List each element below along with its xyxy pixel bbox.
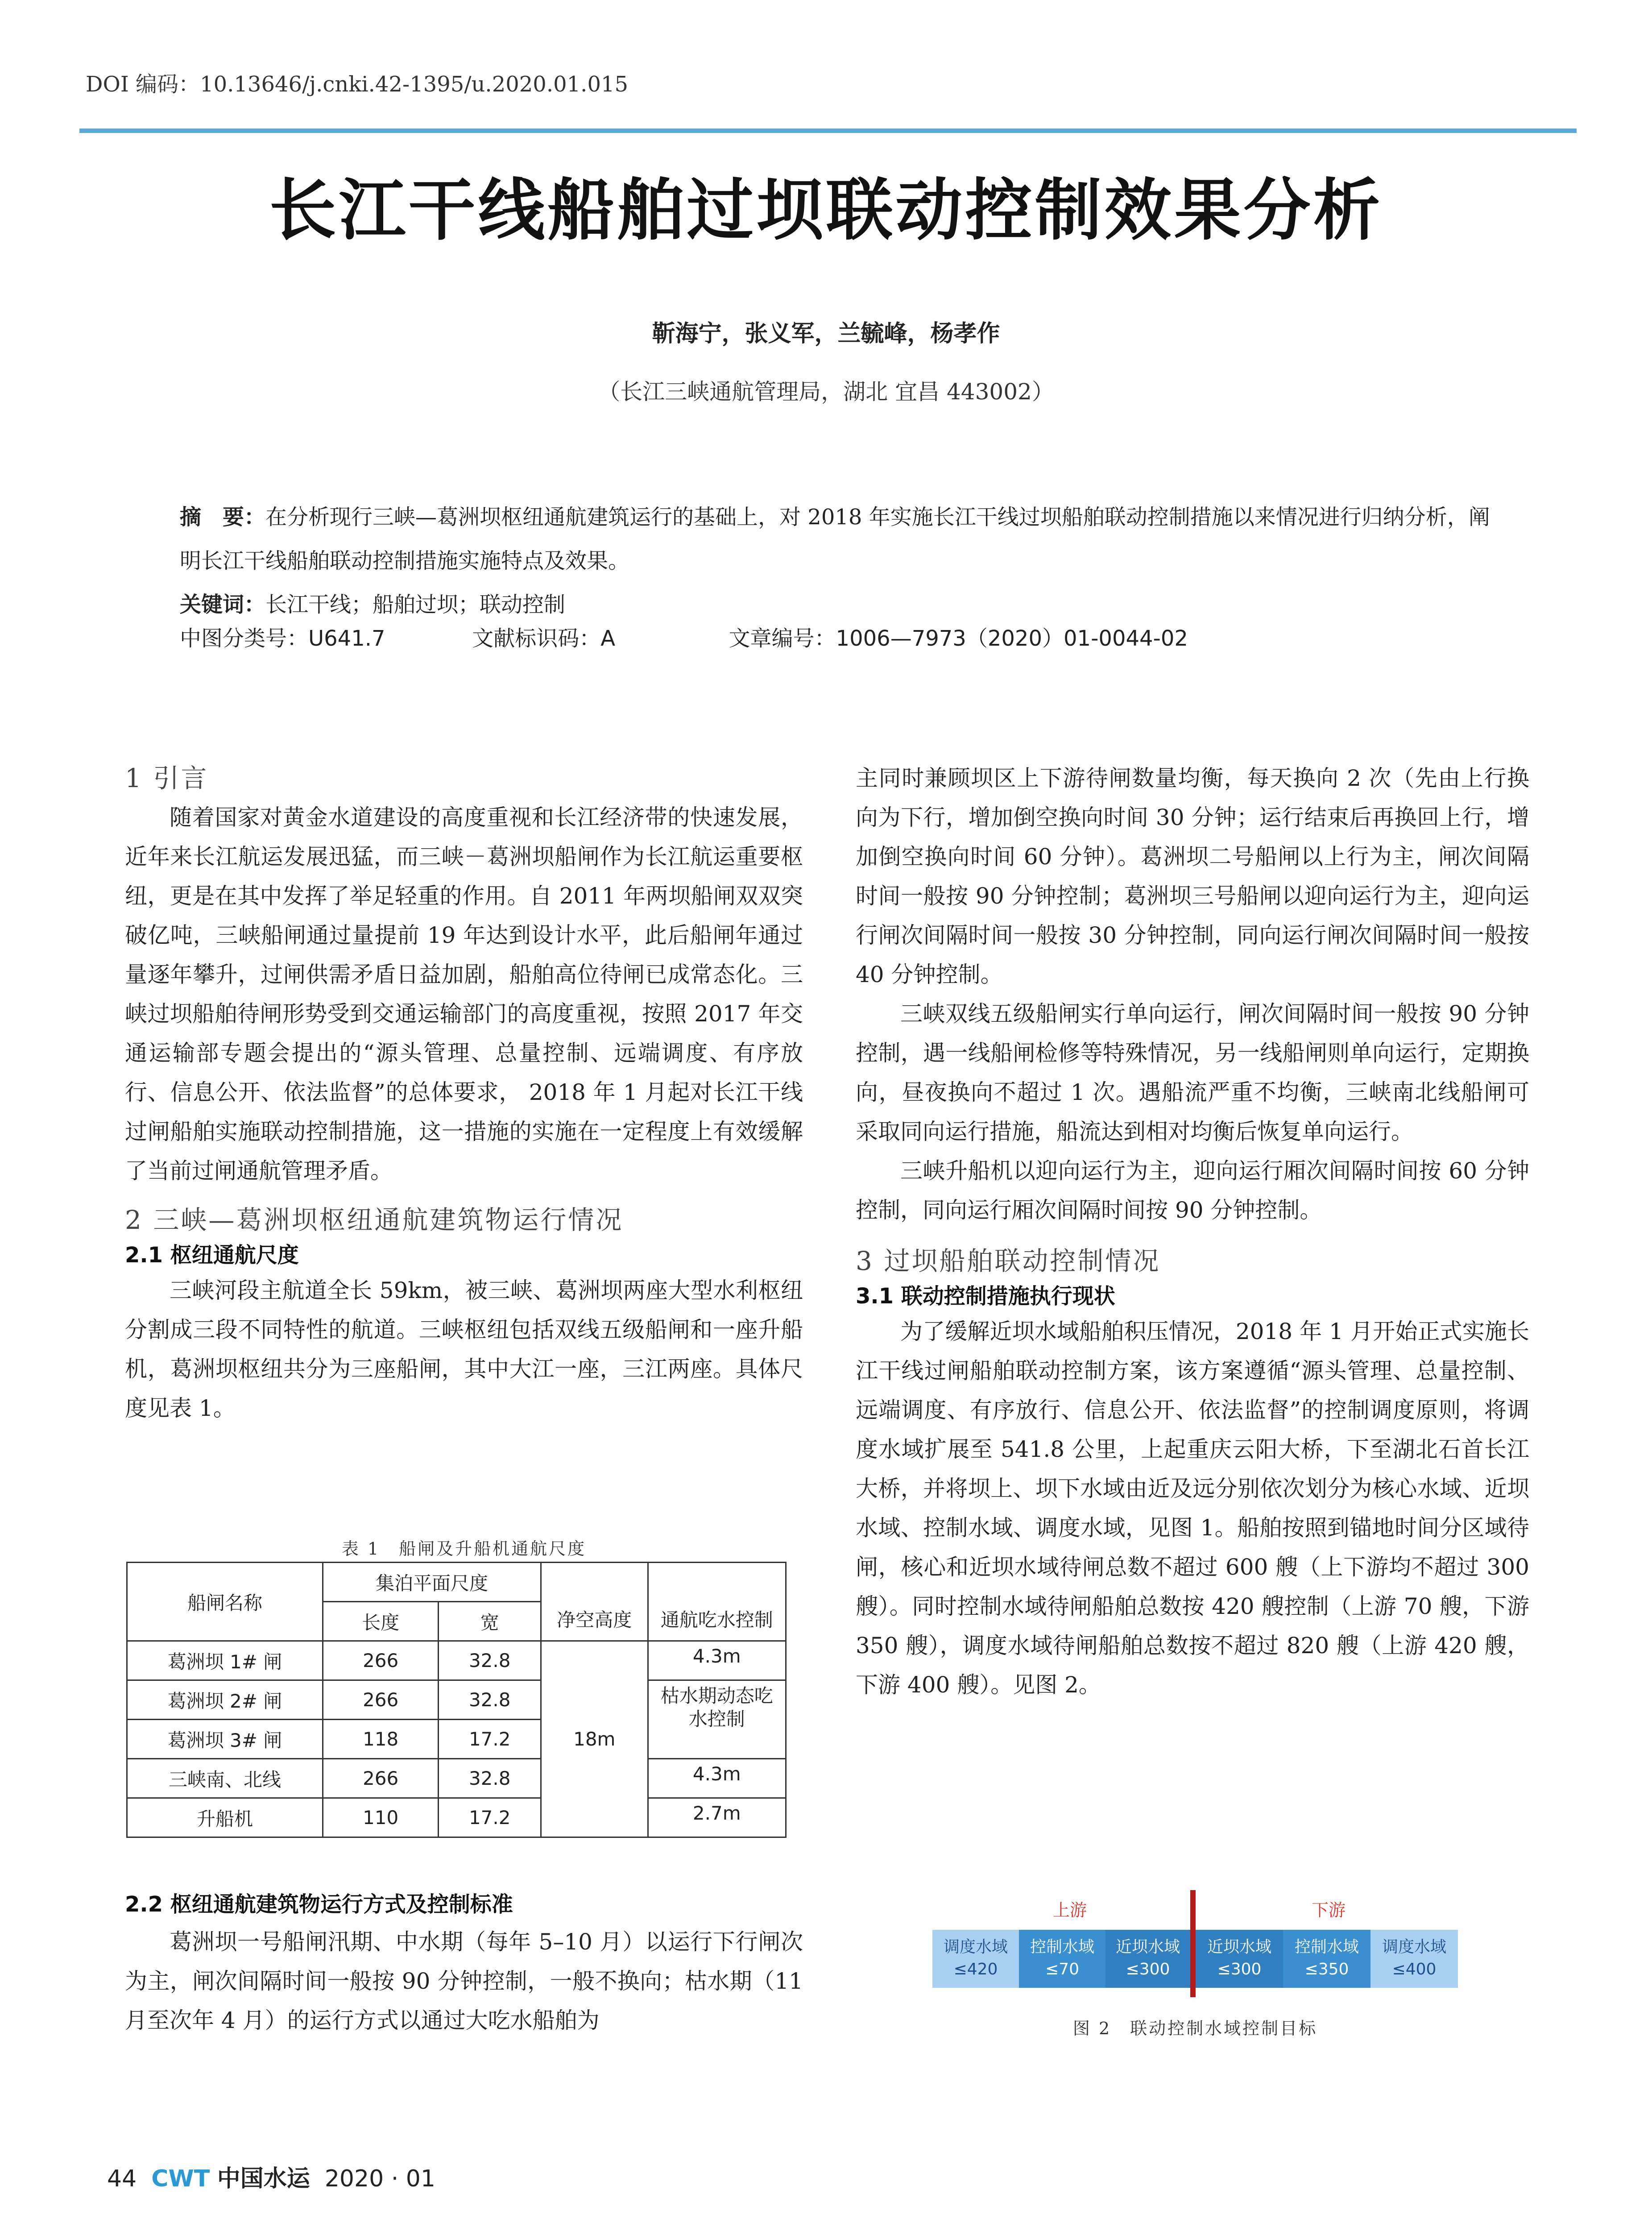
- journal-name: 中国水运: [217, 2165, 310, 2192]
- left-column: [125, 759, 803, 1428]
- zone-name: 控制水域: [1294, 1938, 1359, 1956]
- table-row: [127, 1759, 786, 1798]
- section-3-1-heading: 3.1 联动控制措施执行现状: [856, 1284, 1115, 1309]
- page-footer: [107, 2160, 435, 2193]
- section-2-1-paragraph: 三峡河段主航道全长 59km，被三峡、葛洲坝两座大型水利枢纽分割成三段不同特性的航道。三峡枢纽包括双线五级船闸和一座升船机，葛洲坝枢纽共分为三座船闸，其中大江一座，三江两座。具体尺度见表 1。: [125, 1277, 803, 1421]
- section-1-heading: 1 引言: [125, 763, 209, 793]
- table-1: [126, 1562, 787, 1838]
- row-length: 110: [323, 1798, 438, 1837]
- keywords-text: 长江干线；船舶过坝；联动控制: [265, 592, 566, 617]
- table-header-draft: 通航吃水控制: [648, 1563, 786, 1641]
- fig2-zone-near-up: [1105, 1930, 1190, 1988]
- row-width: 32.8: [439, 1759, 541, 1798]
- document-code: 文献标识码：A: [472, 626, 616, 651]
- abstract: [180, 495, 1500, 626]
- authors: 靳海宁，张义军，兰毓峰，杨孝作: [652, 320, 1000, 347]
- clc-code: 中图分类号：U641.7: [180, 626, 385, 651]
- fig2-zone-dispatch-up: [932, 1930, 1019, 1988]
- table-header-size: 集泊平面尺度: [323, 1563, 541, 1602]
- left-column-lower: [125, 1887, 803, 2040]
- cwt-logo: CWT: [151, 2165, 210, 2192]
- downstream-label: 下游: [1312, 1900, 1346, 1920]
- row-width: 17.2: [439, 1798, 541, 1837]
- table-row: [127, 1680, 786, 1720]
- row-length: 118: [323, 1720, 438, 1759]
- fig2-zone-near-down: [1196, 1930, 1283, 1988]
- table-header-name: 船闸名称: [127, 1563, 323, 1641]
- zone-limit: ≤300: [1126, 1960, 1170, 1978]
- fig2-zone-control-down: [1283, 1930, 1370, 1988]
- table-header-clearance: 净空高度: [541, 1563, 648, 1641]
- affiliation: （长江三峡通航管理局，湖北 宜昌 443002）: [598, 379, 1054, 405]
- zone-name: 调度水域: [1382, 1938, 1446, 1956]
- three-gorges-lock-paragraph: 三峡双线五级船闸实行单向运行，闸次间隔时间一般按 90 分钟控制，遇一线船闸检修等特殊情况，另一线船闸则单向运行，定期换向，昼夜换向不超过 1 次。遇船流严重不均衡，三峡南北线船闸可采取同向运行措施，船流达到相对均衡后恢复单向运行。: [856, 1001, 1529, 1145]
- table-header-length: 长度: [323, 1602, 438, 1641]
- row-length: 266: [323, 1680, 438, 1720]
- section-2-2-paragraph: 葛洲坝一号船闸汛期、中水期（每年 5–10 月）以运行下行闸次为主，闸次间隔时间一般按 90 分钟控制，一般不换向；枯水期（11 月至次年 4 月）的运行方式以通过大吃水船舶为: [125, 1929, 803, 2033]
- zone-limit: ≤400: [1392, 1960, 1437, 1978]
- section-2-heading: 2 三峡—葛洲坝枢纽通航建筑物运行情况: [125, 1205, 624, 1235]
- row-name: 葛洲坝 1# 闸: [127, 1641, 323, 1680]
- table-1-caption: 表 1 船闸及升船机通航尺度: [341, 1539, 587, 1559]
- row-width: 32.8: [439, 1641, 541, 1680]
- row-length: 266: [323, 1759, 438, 1798]
- section-2-1-heading: 2.1 枢纽通航尺度: [125, 1243, 299, 1268]
- abstract-text: 在分析现行三峡—葛洲坝枢纽通航建筑运行的基础上，对 2018 年实施长江干线过坝船舶联动控制措施以来情况进行归纳分析，阐明长江干线船舶联动控制措施实施特点及效果。: [180, 505, 1490, 573]
- zone-limit: ≤300: [1217, 1960, 1262, 1978]
- zone-name: 近坝水域: [1115, 1938, 1180, 1956]
- row-name: 升船机: [127, 1798, 323, 1837]
- draft-value-2: 枯水期动态吃水控制: [648, 1680, 786, 1759]
- row-name: 葛洲坝 3# 闸: [127, 1720, 323, 1759]
- issue: 2020 · 01: [324, 2165, 435, 2192]
- abstract-label: 摘 要：: [180, 505, 266, 530]
- row-width: 32.8: [439, 1680, 541, 1720]
- keywords-label: 关键词：: [180, 592, 266, 617]
- table-header-width: 宽: [439, 1602, 541, 1641]
- row-width: 17.2: [439, 1720, 541, 1759]
- dam-divider: [1190, 1890, 1196, 1997]
- classification-row: [180, 621, 1188, 652]
- upstream-label: 上游: [1053, 1900, 1087, 1920]
- section-3-1-paragraph: 为了缓解近坝水域船舶积压情况，2018 年 1 月开始正式实施长江干线过闸船舶联动控制方案，该方案遵循“源头管理、总量控制、远端调度、有序放行、信息公开、依法监督”的控制调度原则，将调度水域扩展至 541.8 公里，上起重庆云阳大桥，下至湖北石首长江大桥，并将坝上、坝下水域由近及远分别依次划分为核心水域、近坝水域、控制水域、调度水域，见图 1。船舶按照到锚地时间分区域待闸，核心和近坝水域待闸总数不超过 600 艘（上下游均不超过 300 艘）。同时控制水域待闸船舶总数按 420 艘控制（上游 70 艘，下游 350 艘），调度水域待闸船舶总数按不超过 820 艘（上游 420 艘，下游 400 艘）。见图 2。: [856, 1319, 1529, 1698]
- zone-limit: ≤420: [953, 1960, 998, 1978]
- doi-line: DOI 编码：10.13646/j.cnki.42-1395/u.2020.01.015: [86, 72, 629, 97]
- zone-name: 控制水域: [1030, 1938, 1094, 1956]
- table-row: [127, 1798, 786, 1837]
- paper-title: 长江干线船舶过坝联动控制效果分析: [269, 171, 1383, 249]
- continued-paragraph: 主同时兼顾坝区上下游待闸数量均衡，每天换向 2 次（先由上行换向为下行，增加倒空换向时间 30 分钟；运行结束后再换回上行，增加倒空换向时间 60 分钟）。葛洲坝二号船闸以上行为主，闸次间隔时间一般按 90 分钟控制；葛洲坝三号船闸以迎向运行为主，迎向运行闸次间隔时间一般按 30 分钟控制，同向运行闸次间隔时间一般按 40 分钟控制。: [856, 765, 1529, 987]
- abstract-body: [180, 495, 1500, 583]
- fig2-zone-control-up: [1019, 1930, 1105, 1988]
- row-name: 葛洲坝 2# 闸: [127, 1680, 323, 1720]
- zone-limit: ≤70: [1045, 1960, 1079, 1978]
- table-row: [127, 1641, 786, 1680]
- zone-name: 调度水域: [943, 1938, 1008, 1956]
- ship-lift-paragraph: 三峡升船机以迎向运行为主，迎向运行厢次间隔时间按 60 分钟控制，同向运行厢次间隔时间按 90 分钟控制。: [856, 1158, 1529, 1223]
- row-length: 266: [323, 1641, 438, 1680]
- keywords: [180, 583, 1500, 626]
- section-3-heading: 3 过坝船舶联动控制情况: [856, 1246, 1161, 1276]
- zone-limit: ≤350: [1304, 1960, 1349, 1978]
- draft-value-4: 2.7m: [648, 1798, 786, 1837]
- draft-value-1: 4.3m: [648, 1641, 786, 1680]
- figure-2-caption: 图 2 联动控制水域控制目标: [1072, 2019, 1318, 2038]
- right-column: [856, 759, 1529, 1704]
- clearance-value: 18m: [541, 1641, 648, 1837]
- draft-value-3: 4.3m: [648, 1759, 786, 1798]
- zone-name: 近坝水域: [1207, 1938, 1271, 1956]
- header-rule: [79, 129, 1577, 133]
- row-name: 三峡南、北线: [127, 1759, 323, 1798]
- page-number: 44: [107, 2165, 137, 2192]
- article-number: 文章编号：1006—7973（2020）01-0044-02: [729, 626, 1188, 651]
- section-1-paragraph: 随着国家对黄金水道建设的高度重视和长江经济带的快速发展，近年来长江航运发展迅猛，而三峡－葛洲坝船闸作为长江航运重要枢纽，更是在其中发挥了举足轻重的作用。自 2011 年两坝船闸双双突破亿吨，三峡船闸通过量提前 19 年达到设计水平，此后船闸年通过量逐年攀升，过闸供需矛盾日益加剧，船舶高位待闸已成常态化。三峡过坝船舶待闸形势受到交通运输部门的高度重视，按照 2017 年交通运输部专题会提出的“源头管理、总量控制、远端调度、有序放行、信息公开、依法监督”的总体要求， 2018 年 1 月起对长江干线过闸船舶实施联动控制措施，这一措施的实施在一定程度上有效缓解了当前过闸通航管理矛盾。: [125, 804, 803, 1184]
- fig2-zone-dispatch-down: [1370, 1930, 1458, 1988]
- section-2-2-heading: 2.2 枢纽通航建筑物运行方式及控制标准: [125, 1892, 513, 1917]
